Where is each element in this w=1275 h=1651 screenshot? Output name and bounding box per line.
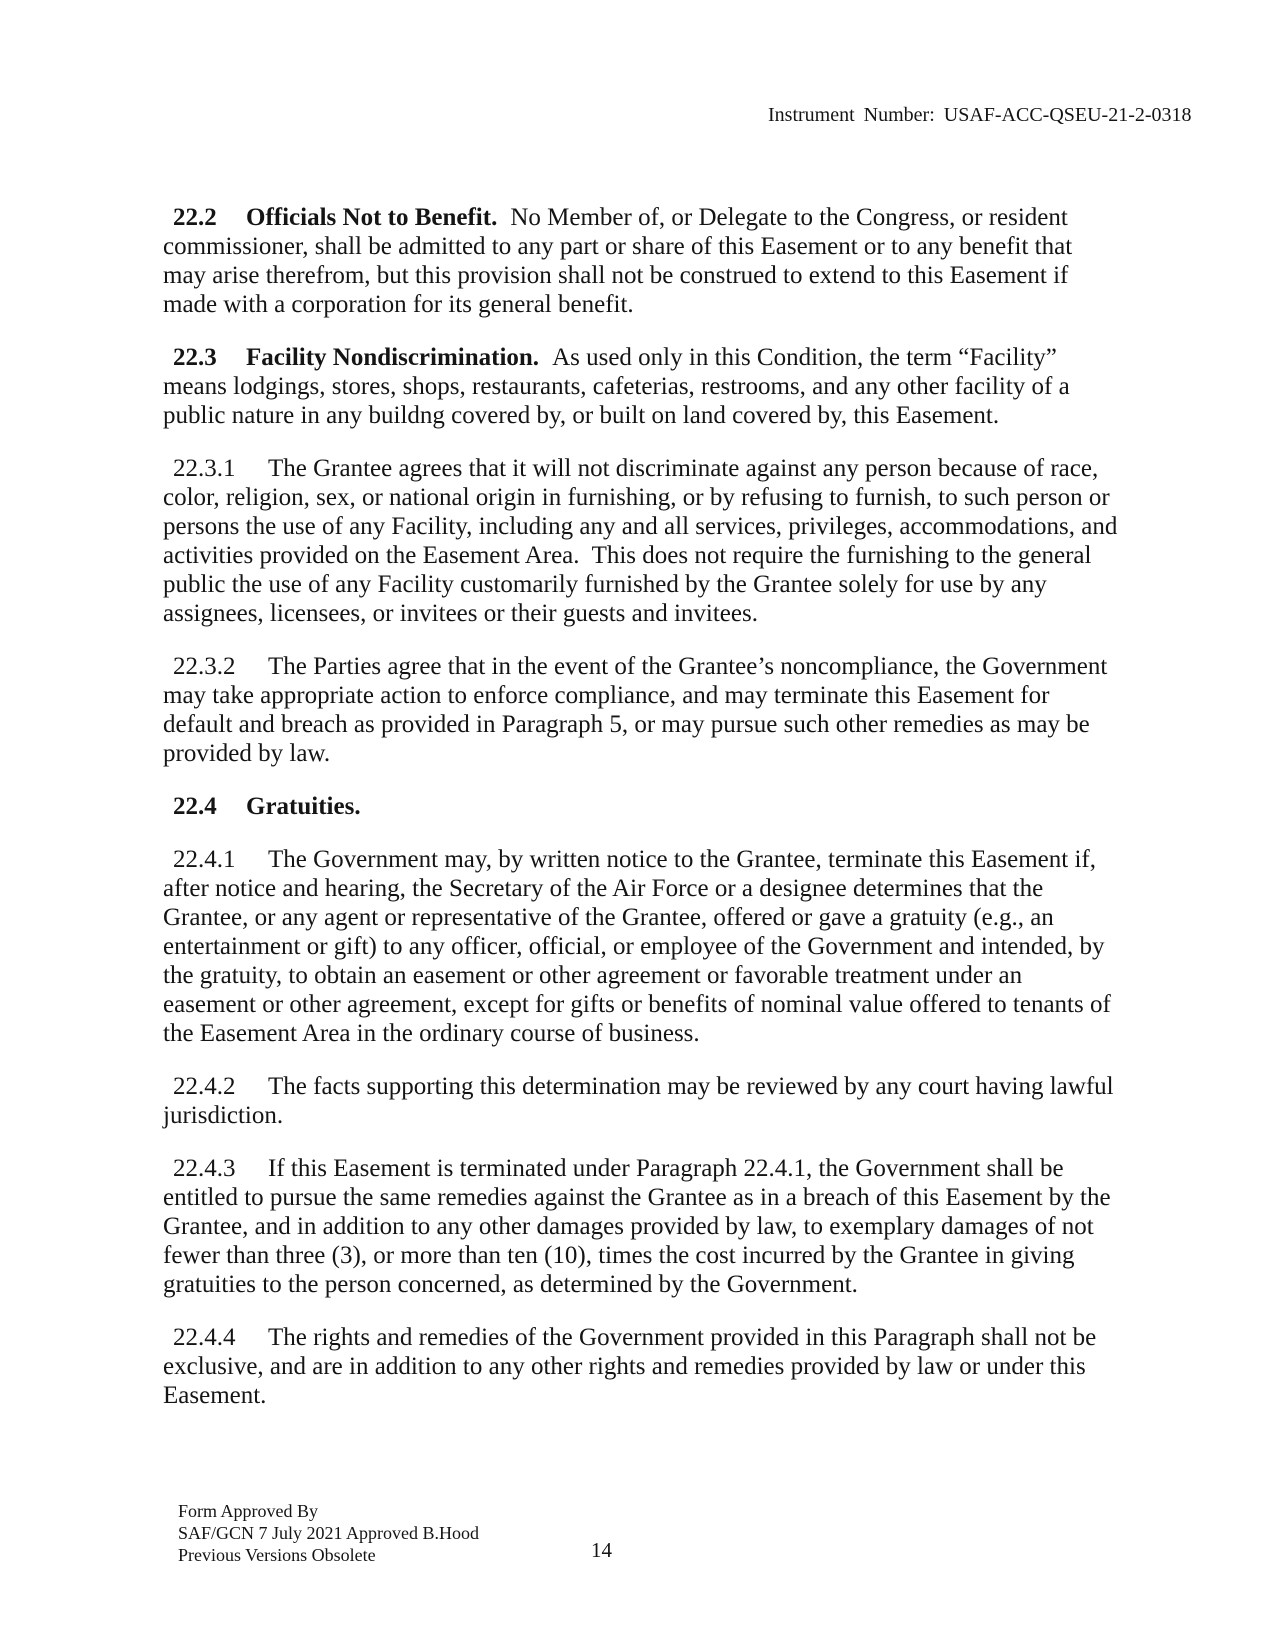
page-number: 14 [591,1538,612,1562]
paragraph-number: 22.4 [173,793,217,820]
paragraph-number: 22.3 [173,344,217,371]
paragraph-heading: Facility Nondiscrimination. [246,344,540,371]
paragraph-text: The Government may, by written notice to the Grantee, terminate this Easement if, after notice and hearing, the Secretary of the Air Force or a designee determines that the Grantee, or any agent or representative of the Grantee, offered or gave a gratuity (e.g., an entertainment or gift) to any officer, official, or employee of the Government and intended, by the gratuity, to obtain an easement or other agreement or favorable treatment under an easement or other agreement, except for gifts or benefits of nominal value offered to tenants of the Easement Area in the ordinary course of business. [163,846,1118,1047]
paragraph-number: 22.4.3 [173,1155,236,1182]
paragraph-heading: Officials Not to Benefit. [246,204,498,231]
paragraph-22-3 [163,343,1118,430]
document-body [163,203,1124,1434]
paragraph-number: 22.4.2 [173,1073,236,1100]
paragraph-text: The rights and remedies of the Government provided in this Paragraph shall not be exclusive, and are in addition to any other rights and remedies provided by law or under this Easement. [163,1324,1103,1409]
paragraph-text: The Grantee agrees that it will not discriminate against any person because of race, color, religion, sex, or national origin in furnishing, or by refusing to furnish, to such person or persons the use of any Facility, including any and all services, privileges, accommodations, and activities provided on the Easement Area. This does not require the furnishing to the general public the use of any Facility customarily furnished by the Grantee solely for use by any assignees, licensees, or invitees or their guests and invitees. [163,455,1124,627]
footer-line-saf-gcn: SAF/GCN 7 July 2021 Approved B.Hood [178,1523,480,1543]
paragraph-text: As used only in this Condition, the term “Facility” means lodgings, stores, shops, restaurants, cafeterias, restrooms, and any other facility of a public nature in any buildng covered by, or built on land covered by, this Easement. [163,344,1076,429]
instrument-number-label: Instrument Number: [768,104,935,126]
paragraph-22-3-2 [163,652,1118,768]
paragraph-22-4-4 [163,1323,1118,1410]
footer-line-previous-versions: Previous Versions Obsolete [178,1545,376,1565]
instrument-number-value: USAF-ACC-QSEU-21-2-0318 [943,104,1192,126]
paragraph-22-3-1 [163,454,1124,628]
paragraph-22-4-3 [163,1154,1118,1299]
paragraph-text: No Member of, or Delegate to the Congress, or resident commissioner, shall be admitted to any part or share of this Easement or to any benefit that may arise therefrom, but this provision shall not be construed to extend to this Easement if made with a corporation for its general benefit. [163,204,1079,318]
paragraph-text: The facts supporting this determination may be reviewed by any court having lawful jurisdiction. [163,1073,1120,1129]
paragraph-text: If this Easement is terminated under Paragraph 22.4.1, the Government shall be entitled to pursue the same remedies against the Grantee as in a breach of this Easement by the Grantee, and in addition to any other damages provided by law, to exemplary damages of not fewer than three (3), or more than ten (10), times the cost incurred by the Grantee in giving gratuities to the person concerned, as determined by the Government. [163,1155,1117,1298]
paragraph-22-4-2 [163,1072,1118,1130]
header-instrument-number [768,104,1192,127]
paragraph-number: 22.4.1 [173,846,236,873]
paragraph-number: 22.3.1 [173,455,236,482]
paragraph-22-4 [163,792,1118,821]
paragraph-22-2 [163,203,1118,319]
paragraph-number: 22.4.4 [173,1324,236,1351]
paragraph-heading: Gratuities. [246,793,361,820]
paragraph-text: The Parties agree that in the event of the Grantee’s noncompliance, the Government may take appropriate action to enforce compliance, and may terminate this Easement for default and breach as provided in Paragraph 5, or may pursue such other remedies as may be provided by law. [163,653,1114,767]
form-approval-footer [178,1500,479,1566]
footer-line-form-approved: Form Approved By [178,1501,319,1521]
paragraph-number: 22.3.2 [173,653,236,680]
paragraph-22-4-1 [163,845,1118,1048]
paragraph-number: 22.2 [173,204,217,231]
